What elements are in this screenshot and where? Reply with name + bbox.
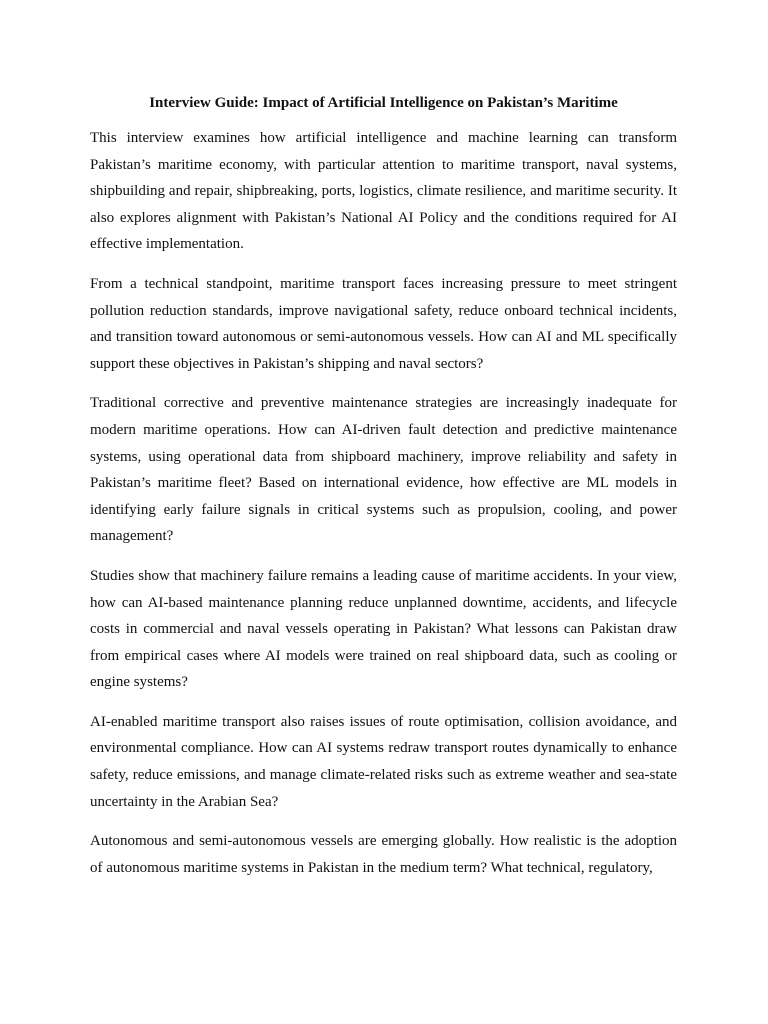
paragraph-maintenance: Traditional corrective and preventive maintenance strategies are increasingly inadequate for modern maritime operations. How can AI-driven fault detection and predictive maintenance systems, using operational data from shipboard machinery, improve reliability and safety in Pakistan’s maritime fleet? Based on international evidence, how effective are ML models in identifying early failure signals in critical systems such as propulsion, cooling, and power management? — [90, 395, 677, 545]
document-title: Interview Guide: Impact of Artificial Intelligence on Pakistan’s Maritime — [149, 95, 618, 111]
paragraph-technical-standpoint: From a technical standpoint, maritime transport faces increasing pressure to meet stringent pollution reduction standards, improve navigational safety, reduce onboard technical incidents, and transition toward autonomous or semi-autonomous vessels. How can AI and ML specifically support these objectives in Pakistan’s shipping and naval sectors? — [90, 275, 677, 372]
paragraph-intro: This interview examines how artificial intelligence and machine learning can transform Pakistan’s maritime economy, with particular attention to maritime transport, naval systems, shipbuilding and repair, shipbreaking, ports, logistics, climate resilience, and maritime security. It also explores alignment with Pakistan’s National AI Policy and the conditions required for AI effective implementation. — [90, 130, 677, 253]
paragraph-route-optimisation: AI-enabled maritime transport also raises issues of route optimisation, collision avoidance, and environmental compliance. How can AI systems redraw transport routes dynamically to enhance safety, reduce emissions, and manage climate-related risks such as extreme weather and sea-state uncertainty in the Arabian Sea? — [90, 713, 677, 810]
paragraph-machinery-failure: Studies show that machinery failure remains a leading cause of maritime accidents. In your view, how can AI-based maintenance planning reduce unplanned downtime, accidents, and lifecycle costs in commercial and naval vessels operating in Pakistan? What lessons can Pakistan draw from empirical cases where AI models were trained on real shipboard data, such as cooling or engine systems? — [90, 567, 677, 691]
document-body — [90, 92, 677, 894]
paragraph-autonomous-vessels: Autonomous and semi-autonomous vessels are emerging globally. How realistic is the adoption of autonomous maritime systems in Pakistan in the medium term? What technical, regulatory, — [90, 833, 677, 876]
